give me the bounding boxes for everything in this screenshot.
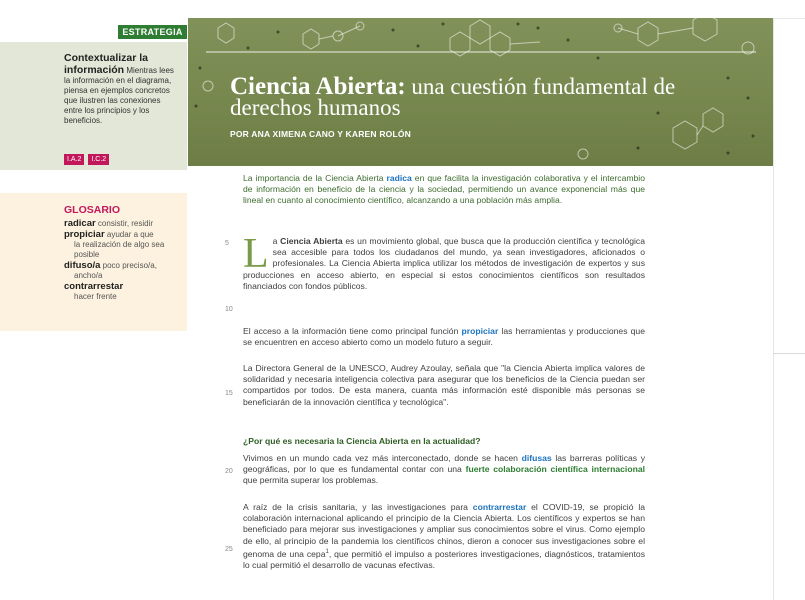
glossary-definition: consistir, residir xyxy=(97,219,154,228)
article-authors: POR ANA XIMENA CANO Y KAREN ROLÓN xyxy=(230,129,412,139)
section-subheading: ¿Por qué es necesaria la Ciencia Abierta en la actualidad? xyxy=(243,436,481,446)
glossary-definition: poco preciso/a, xyxy=(102,261,157,270)
glossary-title: GLOSARIO xyxy=(64,204,121,216)
text-run: en que facilita la investigación colaborativa y el intercambio de información en beneficio de la ciencia y la sociedad, permitiendo un avance exponencial más que lineal en cuanto al conocimiento científico, alcanzando a una población más amplia. xyxy=(243,173,645,206)
strategy-tag: ESTRATEGIA xyxy=(118,25,187,39)
glossary-link-radica[interactable]: radica xyxy=(386,173,412,183)
drop-cap: L xyxy=(243,231,269,277)
glossary-list xyxy=(64,219,184,303)
glossary-link-difusas[interactable]: difusas xyxy=(521,453,552,463)
line-number: 5 xyxy=(225,240,229,247)
bold-term: fuerte colaboración científica internacional xyxy=(465,464,645,475)
paragraph-1 xyxy=(243,231,646,292)
title-main: Ciencia Abierta: xyxy=(230,73,406,100)
line-number: 10 xyxy=(225,306,233,313)
glossary-link-propiciar[interactable]: propiciar xyxy=(461,326,499,336)
text-run: es un movimiento global, que busca que la producción científica y tecnológica sea accesible para todos los ciudadanos del mundo, ya sean investigadores, aficionados o profesionales. La Ciencia Abierta implica utilizar los métodos de investigación de expertos y sus producciones en acceso abierto, en especial si estos conocimientos científicos son resultados financiados con fondos públicos. xyxy=(243,236,646,291)
glossary-definition-cont: la realización de algo sea posible xyxy=(74,240,165,259)
paragraph-3: La Directora General de la UNESCO, Audrey Azoulay, señala que "la Ciencia Abierta implica valores de solidaridad y necesaria inteligencia colectiva para asegurar que los beneficios de la Ciencia puedan ser compartidos por todos. De esta manera, cuanta más información esté disponible más personas se beneficiarán de la innovación científica y tecnológica". xyxy=(243,363,645,407)
glossary-entry xyxy=(64,282,184,302)
paragraph-4 xyxy=(243,453,645,487)
text-run: , que permitió el impulso a posteriores investigaciones, diagnósticos, tratamientos lo cual permitió el desarrollo de vacunas efectivas. xyxy=(243,548,645,570)
line-number: 15 xyxy=(225,390,233,397)
glossary-definition-cont: hacer frente xyxy=(74,292,117,301)
text-run: que permita superar los problemas. xyxy=(243,475,379,486)
title-banner xyxy=(188,18,773,166)
article-title xyxy=(230,73,730,120)
glossary-term: propiciar xyxy=(64,229,105,240)
glossary-entry xyxy=(64,261,184,281)
text-run: La importancia de la Ciencia Abierta xyxy=(243,173,387,183)
text-run: El acceso a la información tiene como principal función xyxy=(243,326,462,336)
text-run: el COVID-19, se propició la colaboración internacional aplicando el principio de la Ciencia Abierta. Los científicos y expertos se han beneficiado para mejorar sus investigaciones y ampliar sus conocimientos sobre el virus. Como ejemplo de ello, al principio de la pandemia los científicos chinos, dieron a conocer sus investigaciones sobre el genoma de una cepa xyxy=(243,502,646,559)
paragraph-2 xyxy=(243,326,645,348)
text-run: las barreras políticas y geográficas, por lo que es fundamental contar con una xyxy=(243,453,645,475)
intro-paragraph xyxy=(243,173,645,207)
text-run: a xyxy=(272,236,281,246)
glossary-term: radicar xyxy=(64,218,96,229)
text-run: A raíz de la crisis sanitaria, y las investigaciones para xyxy=(243,502,473,512)
title-rest: una cuestión fundamental de derechos humanos xyxy=(230,74,676,120)
glossary-definition: ayudar a que xyxy=(106,230,154,239)
glossary-entry xyxy=(64,219,184,229)
strategy-text xyxy=(64,52,176,126)
standard-badge: I.C.2 xyxy=(88,154,109,165)
footnote-marker[interactable]: 1 xyxy=(325,548,329,555)
strategy-heading: Contextualizar la información xyxy=(64,52,149,76)
text-run: Vivimos en un mundo cada vez más interconectado, donde se hacen xyxy=(243,453,522,463)
glossary-definition-cont: ancho/a xyxy=(74,271,103,280)
page-edge xyxy=(773,18,774,600)
glossary-term: contrarrestar xyxy=(64,281,124,292)
glossary-term: difuso/a xyxy=(64,260,101,271)
bold-term: Ciencia Abierta xyxy=(280,236,343,246)
strategy-body: Mientras lees la información en el diagrama, piensa en ejemplos concretos que ilustren las conexiones entre los principios y los beneficios. xyxy=(64,66,174,125)
line-number: 20 xyxy=(225,468,233,475)
text-run: las herramientas y producciones que se encuentren en acceso abierto como un modelo futuro a seguir. xyxy=(243,326,645,348)
line-number: 25 xyxy=(225,546,233,553)
glossary-entry xyxy=(64,230,184,260)
standard-badge: I.A.2 xyxy=(64,154,84,165)
page-edge-tick xyxy=(773,353,805,354)
paragraph-5 xyxy=(243,502,645,571)
glossary-link-contrarrestar[interactable]: contrarrestar xyxy=(472,502,527,512)
strategy-badges xyxy=(64,154,109,165)
